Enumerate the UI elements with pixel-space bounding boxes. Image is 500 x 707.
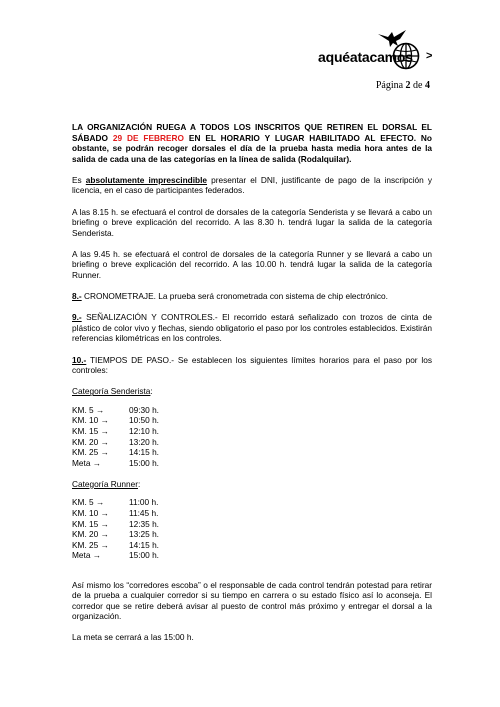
sweepers-paragraph: Así mismo los “corredores escoba” o el responsable de cada control tendrán potestad para retirar de la prueba a cualquier corredor si su tiempo en carrera o su estado físico así lo aconseja. El corredor que se retire deberá avisar al puesto de control más próximo y entregar el dorsal a la organización.: [72, 579, 432, 622]
runner-schedule: A las 9.45 h. se efectuará el control de dorsales de la categoría Runner y se llevará a cabo un briefing o breve explicación del recorrido. A las 10.00 h. tendrá lugar la salida de la categoría Runner.: [72, 248, 432, 281]
checkpoint-label: KM. 20 →: [72, 436, 109, 447]
category-heading: [72, 479, 432, 490]
finish-close-time: La meta se cerrará a las 15:00 h.: [72, 632, 194, 643]
docs-prefix: Es: [72, 174, 82, 185]
cutoff-time: 12:35 h.: [129, 518, 159, 529]
senderista-schedule: A las 8.15 h. se efectuará el control de dorsales de la categoría Senderista y se llevará a cabo un briefing o breve explicación del recorrido. A las 8.30 h. tendrá lugar la salida de la categoría Senderista.: [72, 206, 432, 238]
checkpoint-label: KM. 5 →: [72, 497, 105, 508]
cutoff-time: 12:10 h.: [129, 425, 159, 436]
checkpoint-label: KM. 15 →: [72, 425, 109, 436]
checkpoint-label: KM. 25 →: [72, 539, 109, 550]
section-signage: [72, 312, 432, 344]
page-of: de: [413, 80, 423, 91]
notice-text-2: EN EL HORARIO Y LUGAR HABILITADO AL EFECTO. No obstante, se podrán recoger dorsales el día de la prueba hasta media hora antes de la salida de cada una de las categorías en la línea de salida (Rodalquilar).: [72, 132, 432, 164]
document-body: [72, 122, 432, 643]
cutoff-time: 09:30 h.: [129, 404, 159, 415]
checkpoint-label: Meta →: [72, 457, 102, 468]
cutoff-time: 10:50 h.: [129, 415, 159, 426]
category-title: Categoría Runner: [72, 478, 138, 489]
globe-icon: [392, 42, 420, 70]
page-counter: [376, 80, 430, 91]
notice-text-1: LA ORGANIZACIÓN RUEGA A TODOS LOS INSCRITOS QUE RETIREN EL DORSAL EL SÁBADO: [72, 122, 432, 143]
brand-logo: [318, 28, 438, 84]
cutoff-time: 14:15 h.: [129, 539, 159, 550]
cutoff-time: 11:00 h.: [129, 497, 159, 508]
section-number: 10.-: [72, 354, 87, 365]
page-prefix: Página: [375, 80, 404, 91]
section-number: 9.-: [72, 312, 82, 323]
checkpoint-label: Meta →: [72, 550, 102, 561]
logo-text: aquéatacamos: [318, 49, 413, 65]
checkpoint-label: KM. 15 →: [72, 518, 109, 529]
cutoff-time: 11:45 h.: [129, 508, 159, 519]
section-cutoff-times: [72, 355, 432, 376]
required-documents: [72, 175, 432, 196]
cutoff-time: 13:20 h.: [129, 436, 159, 447]
senderista-cutoff-table: [72, 405, 432, 469]
notice-date: 29 DE FEBRERO: [112, 132, 184, 143]
cutoff-time: 15:00 h.: [129, 457, 159, 468]
checkpoint-label: KM. 10 →: [72, 415, 109, 426]
pickup-notice: [72, 122, 432, 164]
runner-cutoff-table: [72, 497, 432, 561]
section-number: 8.-: [72, 291, 82, 302]
category-title: Categoría Senderista: [72, 386, 151, 397]
logo-arrow: >: [426, 50, 433, 62]
page-total: 4: [425, 80, 430, 91]
checkpoint-label: KM. 5 →: [72, 404, 105, 415]
section-text: TIEMPOS DE PASO.- Se establecen los siguientes límites horarios para el paso por los controles:: [72, 354, 433, 376]
category-heading: [72, 386, 432, 397]
docs-emphasis: absolutamente imprescindible: [85, 174, 208, 185]
cutoff-time: 14:15 h.: [129, 447, 159, 458]
category-colon: :: [150, 386, 153, 397]
section-text: CRONOMETRAJE. La prueba será cronometrada con sistema de chip electrónico.: [84, 291, 388, 302]
docs-rest: presentar el DNI, justificante de pago de la inscripción y licencia, en el caso de participantes federados.: [72, 174, 433, 196]
section-timing: [72, 291, 432, 302]
checkpoint-label: KM. 20 →: [72, 529, 109, 540]
section-text: SEÑALIZACIÓN Y CONTROLES.- El recorrido estará señalizado con trozos de cinta de plástico de color vivo y flechas, siendo obligatorio el paso por los controles establecidos. Existirán referencias kilométricas en los controles.: [72, 312, 432, 344]
cutoff-time: 13:25 h.: [129, 529, 159, 540]
checkpoint-label: KM. 25 →: [72, 447, 109, 458]
page-current: 2: [405, 80, 411, 91]
checkpoint-label: KM. 10 →: [72, 508, 109, 519]
cutoff-time: 15:00 h.: [129, 550, 159, 561]
category-colon: :: [137, 478, 141, 489]
